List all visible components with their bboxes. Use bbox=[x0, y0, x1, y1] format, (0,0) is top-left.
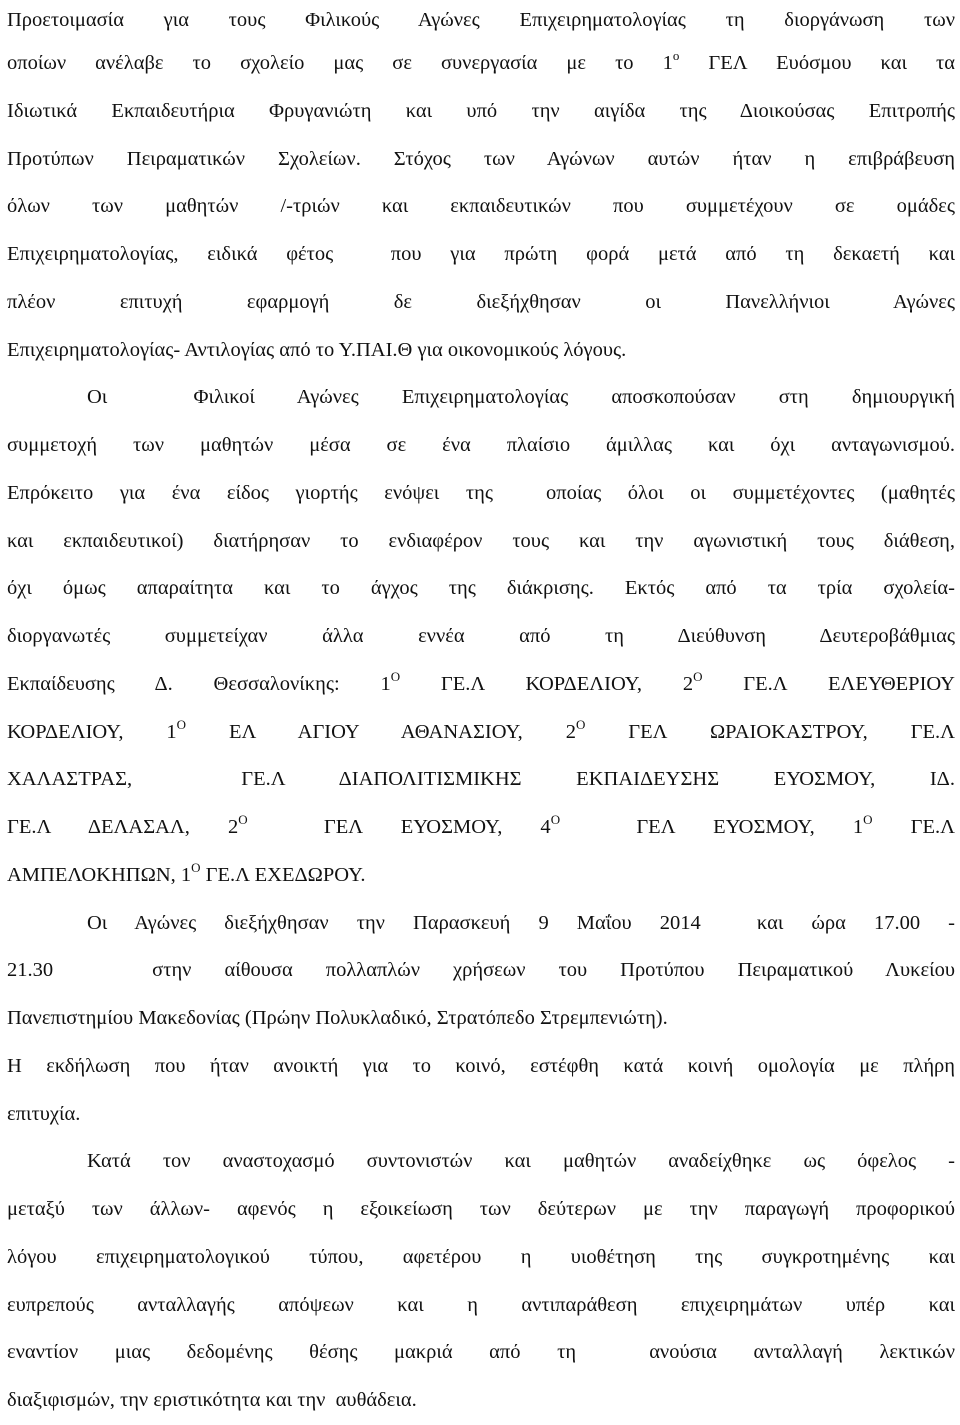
text-segment: Επρόκειτο για ένα είδος γιορτής ενόψει της οποίας όλοι οι συμμετέχοντες (μαθητές bbox=[7, 481, 955, 504]
text-line bbox=[7, 327, 955, 375]
text-segment: διοργανωτές συμμετείχαν άλλα εννέα από τη Διεύθυνση Δευτεροβάθμιας bbox=[7, 625, 955, 647]
text-line bbox=[7, 1282, 955, 1330]
text-segment: ΓΕΛ ΕΥΟΣΜΟΥ, 4 bbox=[247, 816, 551, 838]
text-segment: ΕΛ ΑΓΙΟΥ ΑΘΑΝΑΣΙΟΥ, 2 bbox=[186, 720, 576, 743]
superscript: ο bbox=[672, 48, 680, 63]
text-segment: Κατά τον αναστοχασμό συντονιστών και μαθητών αναδείχθηκε ως όφελος - bbox=[87, 1150, 955, 1173]
text-segment: ΓΕ.Λ ΕΧΕΔΩΡΟΥ. bbox=[200, 863, 366, 886]
superscript: Ο bbox=[863, 812, 873, 827]
text-line bbox=[7, 279, 955, 327]
text-segment: ΓΕ.Λ bbox=[872, 816, 955, 838]
superscript: Ο bbox=[550, 812, 561, 827]
text-segment: Οι Αγώνες διεξήχθησαν την Παρασκευή 9 Μαΐου 2014 και ώρα 17.00 - bbox=[87, 911, 955, 934]
document-body bbox=[7, 0, 955, 1425]
superscript: Ο bbox=[191, 859, 201, 875]
text-segment: Εκπαίδευσης Δ. Θεσσαλονίκης: 1 bbox=[7, 672, 391, 695]
text-segment: ΑΜΠΕΛΟΚΗΠΩΝ, 1 bbox=[7, 863, 192, 886]
superscript: Ο bbox=[390, 668, 401, 684]
text-segment: ΓΕΛ Ευόσμου και τα bbox=[679, 52, 955, 74]
text-segment: Προτύπων Πειραματικών Σχολείων. Στόχος των Αγώνων αυτών ήταν η επιβράβευση bbox=[7, 147, 955, 170]
text-line bbox=[7, 852, 955, 900]
text-segment: διαξιφισμών, την εριστικότητα και την αυθάδεια. bbox=[7, 1389, 417, 1411]
text-line bbox=[7, 947, 955, 995]
text-line bbox=[7, 40, 955, 88]
text-segment: οποίων ανέλαβε το σχολείο μας σε συνεργασία με το 1 bbox=[7, 52, 673, 74]
text-line bbox=[7, 995, 955, 1043]
superscript: Ο bbox=[238, 812, 248, 827]
text-line bbox=[7, 1138, 955, 1186]
text-segment: ευπρεπούς ανταλλαγής απόψεων και η αντιπαράθεση επιχειρημάτων υπέρ και bbox=[7, 1293, 955, 1316]
text-line bbox=[7, 470, 955, 518]
text-line bbox=[7, 661, 955, 709]
text-line bbox=[7, 1329, 955, 1377]
text-segment: όχι όμως απαραίτητα και το άγχος της διάκρισης. Εκτός από τα τρία σχολεία- bbox=[7, 577, 955, 600]
text-line bbox=[7, 1186, 955, 1234]
text-segment: ΓΕΛ ΕΥΟΣΜΟΥ, 1 bbox=[560, 816, 864, 838]
text-line bbox=[7, 613, 955, 661]
text-line bbox=[7, 231, 955, 279]
text-segment: Επιχειρηματολογίας, ειδικά φέτος που για πρώτη φορά μετά από τη δεκαετή και bbox=[7, 243, 955, 265]
text-line bbox=[7, 565, 955, 613]
superscript: Ο bbox=[176, 716, 187, 732]
text-segment: Ιδιωτικά Εκπαιδευτήρια Φρυγανιώτη και υπό την αιγίδα της Διοικούσας Επιτροπής bbox=[7, 99, 955, 122]
text-segment: 21.30 στην αίθουσα πολλαπλών χρήσεων του Προτύπου Πειραματικού Λυκείου bbox=[7, 959, 955, 982]
text-segment: Πανεπιστημίου Μακεδονίας (Πρώην Πολυκλαδικό, Στρατόπεδο Στρεμπενιώτη). bbox=[7, 1007, 668, 1029]
text-line bbox=[7, 804, 955, 852]
text-segment: ΓΕ.Λ ΕΛΕΥΘΕΡΙΟΥ bbox=[702, 672, 955, 695]
text-line bbox=[7, 1043, 955, 1091]
text-segment: συμμετοχή των μαθητών μέσα σε ένα πλαίσιο άμιλλας και όχι ανταγωνισμού. bbox=[7, 434, 955, 456]
text-line bbox=[7, 709, 955, 757]
text-line bbox=[7, 374, 955, 422]
text-segment: όλων των μαθητών /-τριών και εκπαιδευτικών που συμμετέχουν σε ομάδες bbox=[7, 195, 955, 218]
text-segment: μεταξύ των άλλων- αφενός η εξοικείωση των δεύτερων με την παραγωγή προφορικού bbox=[7, 1198, 955, 1220]
text-segment: και εκπαιδευτικοί) διατήρησαν το ενδιαφέρον τους και την αγωνιστική τους διάθεση, bbox=[7, 529, 955, 552]
text-segment: επιτυχία. bbox=[7, 1102, 81, 1125]
text-segment: ΓΕ.Λ ΚΟΡΔΕΛΙΟΥ, 2 bbox=[400, 672, 694, 695]
text-line bbox=[7, 1091, 955, 1139]
text-segment: Προετοιμασία για τους Φιλικούς Αγώνες Επιχειρηματολογίας τη διοργάνωση των bbox=[7, 9, 955, 31]
text-line bbox=[7, 518, 955, 566]
text-line bbox=[7, 88, 955, 136]
text-segment: Η εκδήλωση που ήταν ανοικτή για το κοινό, εστέφθη κατά κοινή ομολογία με πλήρη bbox=[7, 1054, 955, 1077]
text-line bbox=[7, 900, 955, 948]
text-segment: ΓΕΛ ΩΡΑΙΟΚΑΣΤΡΟΥ, ΓΕ.Λ bbox=[585, 720, 955, 743]
text-segment: λόγου επιχειρηματολογικού τύπου, αφετέρου η υιοθέτηση της συγκροτημένης και bbox=[7, 1245, 955, 1268]
superscript: Ο bbox=[693, 668, 703, 684]
text-segment: εναντίον μιας δεδομένης θέσης μακριά από τη ανούσια ανταλλαγή λεκτικών bbox=[7, 1341, 955, 1364]
text-line bbox=[7, 0, 955, 40]
text-segment: Οι Φιλικοί Αγώνες Επιχειρηματολογίας αποσκοπούσαν στη δημιουργική bbox=[87, 386, 955, 409]
text-line bbox=[7, 1234, 955, 1282]
text-line bbox=[7, 136, 955, 184]
superscript: Ο bbox=[575, 716, 586, 732]
text-line bbox=[7, 1377, 955, 1425]
text-line bbox=[7, 756, 955, 804]
text-segment: ΧΑΛΑΣΤΡΑΣ, ΓΕ.Λ ΔΙΑΠΟΛΙΤΙΣΜΙΚΗΣ ΕΚΠΑΙΔΕΥΣΗΣ ΕΥΟΣΜΟΥ, ΙΔ. bbox=[7, 768, 955, 791]
text-segment: ΚΟΡΔΕΛΙΟΥ, 1 bbox=[7, 720, 177, 743]
text-line bbox=[7, 422, 955, 470]
text-line bbox=[7, 183, 955, 231]
text-segment: ΓΕ.Λ ΔΕΛΑΣΑΛ, 2 bbox=[7, 816, 239, 838]
text-segment: πλέον επιτυχή εφαρμογή δε διεξήχθησαν οι Πανελλήνιοι Αγώνες bbox=[7, 290, 955, 313]
text-segment: Επιχειρηματολογίας- Αντιλογίας από το Υ.ΠΑΙ.Θ για οικονομικούς λόγους. bbox=[7, 338, 627, 361]
